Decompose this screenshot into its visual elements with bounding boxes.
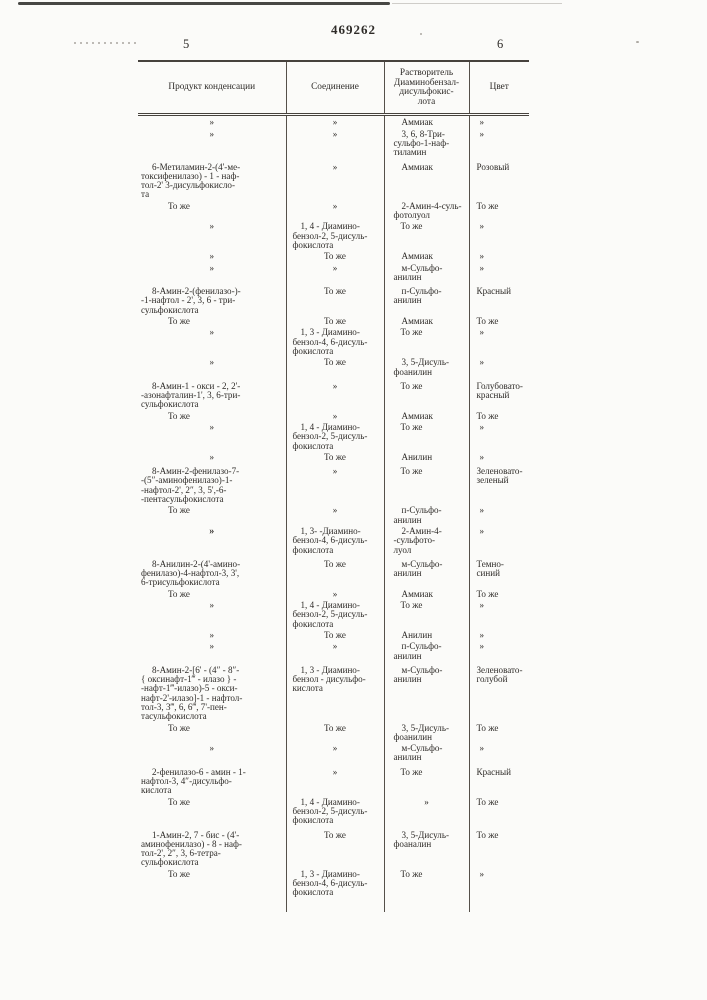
- product-cell: То же: [138, 796, 286, 826]
- table-row: [138, 763, 529, 796]
- product-cell: »: [138, 128, 286, 158]
- condensation-products-table: [138, 60, 529, 912]
- product-cell: »: [138, 629, 286, 640]
- color-cell: Зеленовато- голубой: [476, 664, 523, 685]
- table-row: [138, 356, 529, 377]
- scan-artifact-dotted-marks: [74, 42, 138, 44]
- compound-cell: »: [286, 742, 384, 763]
- solvent-cell: 3, 5-Дисуль- фоанилин: [384, 356, 469, 377]
- table-row: [138, 282, 529, 315]
- compound-cell: То же: [286, 826, 384, 868]
- solvent-cell: м-Сульфо- анилин: [384, 742, 469, 763]
- page-number-right: 6: [497, 37, 504, 51]
- table-row: [138, 421, 529, 451]
- product-cell: 8-Анилин-2-(4'-амино- фенилазо)-4-нафтол-3, 3', 6-трисульфокислота: [138, 555, 286, 588]
- table-row: [138, 629, 529, 640]
- table-row: [138, 262, 529, 283]
- product-cell: 8-Амин-2-[6' - (4″ - 8″- { оксинафт-1‴ - илазо } - -нафт-1‴-илазо)-5 - окси- нафт-2'-илазо]-1 - нафтол- тол-3, 3‴, 6, 6‴, 7'-пен- тасульфокислота: [138, 661, 286, 722]
- product-cell: »: [138, 640, 286, 661]
- compound-cell: 1, 3 - Диамино- бензол - дисульфо- кислота: [286, 661, 384, 722]
- color-cell: »: [479, 451, 485, 462]
- color-cell: То же: [476, 796, 499, 807]
- color-cell: То же: [476, 588, 499, 599]
- solvent-cell: То же: [384, 462, 469, 504]
- compound-cell: 1, 4 - Диамино- бензол-2, 5-дисуль- фокислота: [286, 796, 384, 826]
- compound-cell: »: [286, 763, 384, 796]
- compound-cell: »: [286, 158, 384, 200]
- color-cell: Красный: [476, 766, 512, 777]
- solvent-cell: 3, 5-Дисуль- фоаналин: [384, 826, 469, 868]
- solvent-cell: То же: [384, 220, 469, 250]
- product-cell: »: [138, 451, 286, 462]
- color-cell: »: [479, 327, 485, 338]
- table-row: [138, 158, 529, 200]
- product-cell: »: [138, 599, 286, 629]
- color-cell: »: [479, 505, 485, 516]
- table-row: [138, 451, 529, 462]
- column-header-solvent: Растворитель Диаминобензал- дисульфокис- лота: [384, 61, 469, 115]
- product-cell: »: [138, 220, 286, 250]
- scan-artifact-top-line: [18, 2, 390, 5]
- color-cell: »: [479, 117, 485, 128]
- solvent-cell: п-Сульфо- анилин: [384, 282, 469, 315]
- table-row: [138, 661, 529, 722]
- solvent-cell: Аммиак: [384, 410, 469, 421]
- table-row: [138, 868, 529, 912]
- table-row: [138, 315, 529, 326]
- solvent-cell: »: [384, 796, 469, 826]
- color-cell: »: [479, 600, 485, 611]
- color-cell: То же: [476, 200, 499, 211]
- product-cell: »: [138, 115, 286, 128]
- solvent-cell: Аммиак: [384, 250, 469, 261]
- product-cell: 1-Амин-2, 7 - бис - (4'- аминофенилазо) - 8 - наф- тол-2', 2″, 3, 6-тетра- сульфокислота: [138, 826, 286, 868]
- compound-cell: То же: [286, 451, 384, 462]
- product-cell: 8-Амин-2-фенилазо-7- -(5″-аминофенилазо)-1- -нафтол-2', 2″, 3, 5',-6- -пентасульфокислота: [138, 462, 286, 504]
- solvent-cell: Аммиак: [384, 115, 469, 128]
- color-cell: »: [479, 421, 485, 432]
- table-row: [138, 722, 529, 743]
- color-cell: То же: [476, 316, 499, 327]
- color-cell: »: [479, 641, 485, 652]
- compound-cell: »: [286, 588, 384, 599]
- solvent-cell: То же: [384, 377, 469, 410]
- solvent-cell: 2-Амин-4- -сульфото- луол: [384, 525, 469, 555]
- product-cell: 2-фенилазо-6 - амин - 1- нафтол-3, 4″-дисульфо- кислота: [138, 763, 286, 796]
- table-row: [138, 588, 529, 599]
- solvent-cell: Аммиак: [384, 588, 469, 599]
- solvent-cell: п-Сульфо- анилин: [384, 640, 469, 661]
- color-cell: Красный: [476, 286, 512, 297]
- color-cell: »: [479, 251, 485, 262]
- compound-cell: 1, 4 - Диамино- бензол-2, 5-дисуль- фокислота: [286, 220, 384, 250]
- color-cell: Зеленовато- зеленый: [476, 466, 523, 486]
- column-header-color: Цвет: [469, 61, 529, 115]
- compound-cell: »: [286, 128, 384, 158]
- product-cell: »: [138, 326, 286, 356]
- solvent-cell: 3, 5-Дисуль- фоанилин: [384, 722, 469, 743]
- table-row: [138, 599, 529, 629]
- table-header-row: [138, 61, 529, 115]
- compound-cell: То же: [286, 629, 384, 640]
- product-cell: То же: [138, 504, 286, 525]
- color-cell: »: [479, 868, 485, 879]
- table-row: [138, 462, 529, 504]
- color-cell: »: [479, 525, 485, 536]
- compound-cell: То же: [286, 722, 384, 743]
- color-cell: »: [479, 357, 485, 368]
- table-header: [138, 61, 529, 115]
- solvent-cell: Аммиак: [384, 158, 469, 200]
- solvent-cell: п-Сульфо- анилин: [384, 504, 469, 525]
- compound-cell: »: [286, 462, 384, 504]
- compound-cell: »: [286, 504, 384, 525]
- product-cell: 8-Амин-2-(фенилазо-)- -1-нафтол - 2', 3, 6 - три- сульфокислота: [138, 282, 286, 315]
- table-row: [138, 504, 529, 525]
- product-cell: 8-Амин-1 - окси - 2, 2'- -азонафталин-1', 3, 6-три- сульфокислота: [138, 377, 286, 410]
- compound-cell: »: [286, 377, 384, 410]
- table-row: [138, 250, 529, 261]
- product-cell: »: [138, 356, 286, 377]
- compound-cell: »: [286, 410, 384, 421]
- compound-cell: 1, 3- -Диамино- бензол-4, 6-дисуль- фокислота: [286, 525, 384, 555]
- column-header-compound: Соединение: [286, 61, 384, 115]
- product-cell: »: [138, 742, 286, 763]
- color-cell: »: [479, 262, 485, 273]
- color-cell: »: [479, 743, 485, 754]
- table-row: [138, 525, 529, 555]
- compound-cell: 1, 4 - Диамино- бензол-2, 5-дисуль- фокислота: [286, 599, 384, 629]
- solvent-cell: То же: [384, 599, 469, 629]
- compound-cell: То же: [286, 356, 384, 377]
- scan-artifact-top-line-faint: [392, 3, 562, 4]
- product-cell: »: [138, 262, 286, 283]
- table-row: [138, 640, 529, 661]
- compound-cell: 1, 3 - Диамино- бензол-4, 6-дисуль- фокислота: [286, 868, 384, 912]
- column-header-product: Продукт конденсации: [138, 61, 286, 115]
- solvent-cell: Анилин: [384, 451, 469, 462]
- table-row: [138, 410, 529, 421]
- table-row: [138, 326, 529, 356]
- solvent-cell: м-Сульфо- анилин: [384, 555, 469, 588]
- compound-cell: »: [286, 640, 384, 661]
- table-row: [138, 826, 529, 868]
- product-cell: 6-Метиламин-2-(4'-ме- токсифенилазо) - 1 - наф- тол-2' 3-дисульфокисло- та: [138, 158, 286, 200]
- color-cell: Голубовато- красный: [476, 380, 523, 401]
- solvent-cell: м-Сульфо- анилин: [384, 661, 469, 722]
- product-cell: То же: [138, 722, 286, 743]
- compound-cell: 1, 4 - Диамино- бензол-2, 5-дисуль- фокислота: [286, 421, 384, 451]
- color-cell: Темно- синий: [476, 558, 504, 579]
- solvent-cell: м-Сульфо- анилин: [384, 262, 469, 283]
- solvent-cell: 3, 6, 8-Три- сульфо-1-наф- тиламин: [384, 128, 469, 158]
- color-cell: То же: [476, 829, 499, 840]
- product-cell: То же: [138, 200, 286, 221]
- compound-cell: »: [286, 200, 384, 221]
- solvent-cell: То же: [384, 763, 469, 796]
- table-row: [138, 377, 529, 410]
- color-cell: То же: [476, 410, 499, 421]
- color-cell: »: [479, 221, 485, 232]
- color-cell: То же: [476, 722, 499, 733]
- patent-number: 469262: [331, 22, 376, 37]
- product-cell: То же: [138, 868, 286, 912]
- compound-cell: »: [286, 262, 384, 283]
- solvent-cell: 2-Амин-4-суль- фотолуол: [384, 200, 469, 221]
- table-row: [138, 742, 529, 763]
- color-cell: »: [479, 128, 485, 139]
- compound-cell: То же: [286, 555, 384, 588]
- table-row: [138, 555, 529, 588]
- compound-cell: То же: [286, 315, 384, 326]
- table-row: [138, 200, 529, 221]
- solvent-cell: То же: [384, 326, 469, 356]
- table-body: [138, 115, 529, 912]
- product-cell: »: [138, 525, 286, 555]
- solvent-cell: То же: [384, 868, 469, 912]
- product-cell: То же: [138, 315, 286, 326]
- solvent-cell: То же: [384, 421, 469, 451]
- product-cell: То же: [138, 410, 286, 421]
- table-row: [138, 220, 529, 250]
- solvent-cell: Анилин: [384, 629, 469, 640]
- color-cell: Розовый: [476, 161, 510, 172]
- compound-cell: То же: [286, 250, 384, 261]
- page-number-left: 5: [183, 37, 190, 51]
- scan-artifact-dot: [636, 41, 639, 43]
- table-row: [138, 128, 529, 158]
- compound-cell: То же: [286, 282, 384, 315]
- color-cell: »: [479, 629, 485, 640]
- solvent-cell: Аммиак: [384, 315, 469, 326]
- product-cell: »: [138, 421, 286, 451]
- compound-cell: 1, 3 - Диамино- бензол-4, 6-дисуль- фокислота: [286, 326, 384, 356]
- product-cell: »: [138, 250, 286, 261]
- table-row: [138, 115, 529, 128]
- table-row: [138, 796, 529, 826]
- compound-cell: »: [286, 115, 384, 128]
- product-cell: То же: [138, 588, 286, 599]
